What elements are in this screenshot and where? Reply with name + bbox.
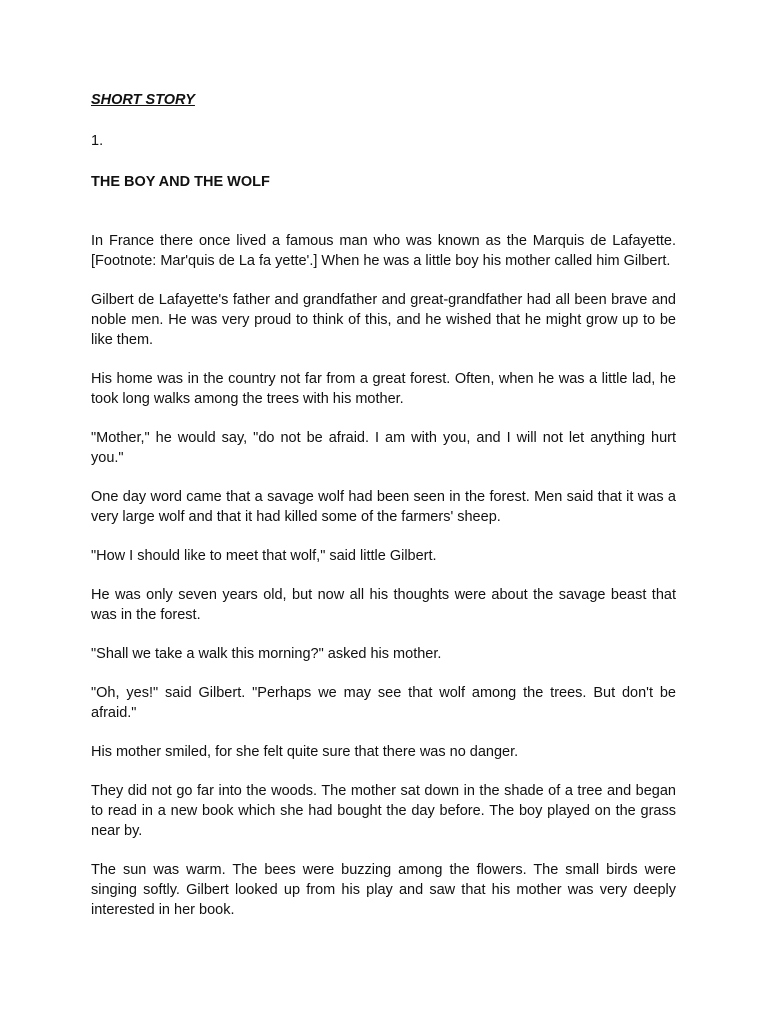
paragraph: One day word came that a savage wolf had been seen in the forest. Men said that it was a very large wolf and that it had killed some of the farmers' sheep. bbox=[91, 489, 676, 525]
paragraph: His home was in the country not far from a great forest. Often, when he was a little lad, he took long walks among the trees with his mother. bbox=[91, 371, 676, 407]
story-number: 1. bbox=[91, 133, 104, 149]
section-label: SHORT STORY bbox=[91, 92, 195, 108]
paragraph: "Oh, yes!" said Gilbert. "Perhaps we may see that wolf among the trees. But don't be afraid." bbox=[91, 685, 676, 721]
paragraph: In France there once lived a famous man who was known as the Marquis de Lafayette. [Footnote: Mar'quis de La fa yette'.] When he was a little boy his mother called him Gilbert. bbox=[91, 233, 676, 269]
paragraph: "How I should like to meet that wolf," said little Gilbert. bbox=[91, 548, 437, 564]
paragraph: They did not go far into the woods. The mother sat down in the shade of a tree and began to read in a new book which she had bought the day before. The boy played on the grass near by. bbox=[91, 783, 676, 839]
paragraph: His mother smiled, for she felt quite sure that there was no danger. bbox=[91, 744, 519, 760]
paragraph: "Mother," he would say, "do not be afraid. I am with you, and I will not let anything hurt you." bbox=[91, 430, 676, 466]
story-title: THE BOY AND THE WOLF bbox=[91, 174, 270, 190]
paragraph: "Shall we take a walk this morning?" asked his mother. bbox=[91, 646, 442, 662]
paragraph: The sun was warm. The bees were buzzing among the flowers. The small birds were singing softly. Gilbert looked up from his play and saw that his mother was very deeply interested in her book. bbox=[91, 862, 676, 918]
story-body bbox=[91, 231, 676, 939]
paragraph: He was only seven years old, but now all his thoughts were about the savage beast that was in the forest. bbox=[91, 587, 676, 623]
paragraph: Gilbert de Lafayette's father and grandfather and great-grandfather had all been brave and noble men. He was very proud to think of this, and he wished that he might grow up to be like them. bbox=[91, 292, 676, 348]
